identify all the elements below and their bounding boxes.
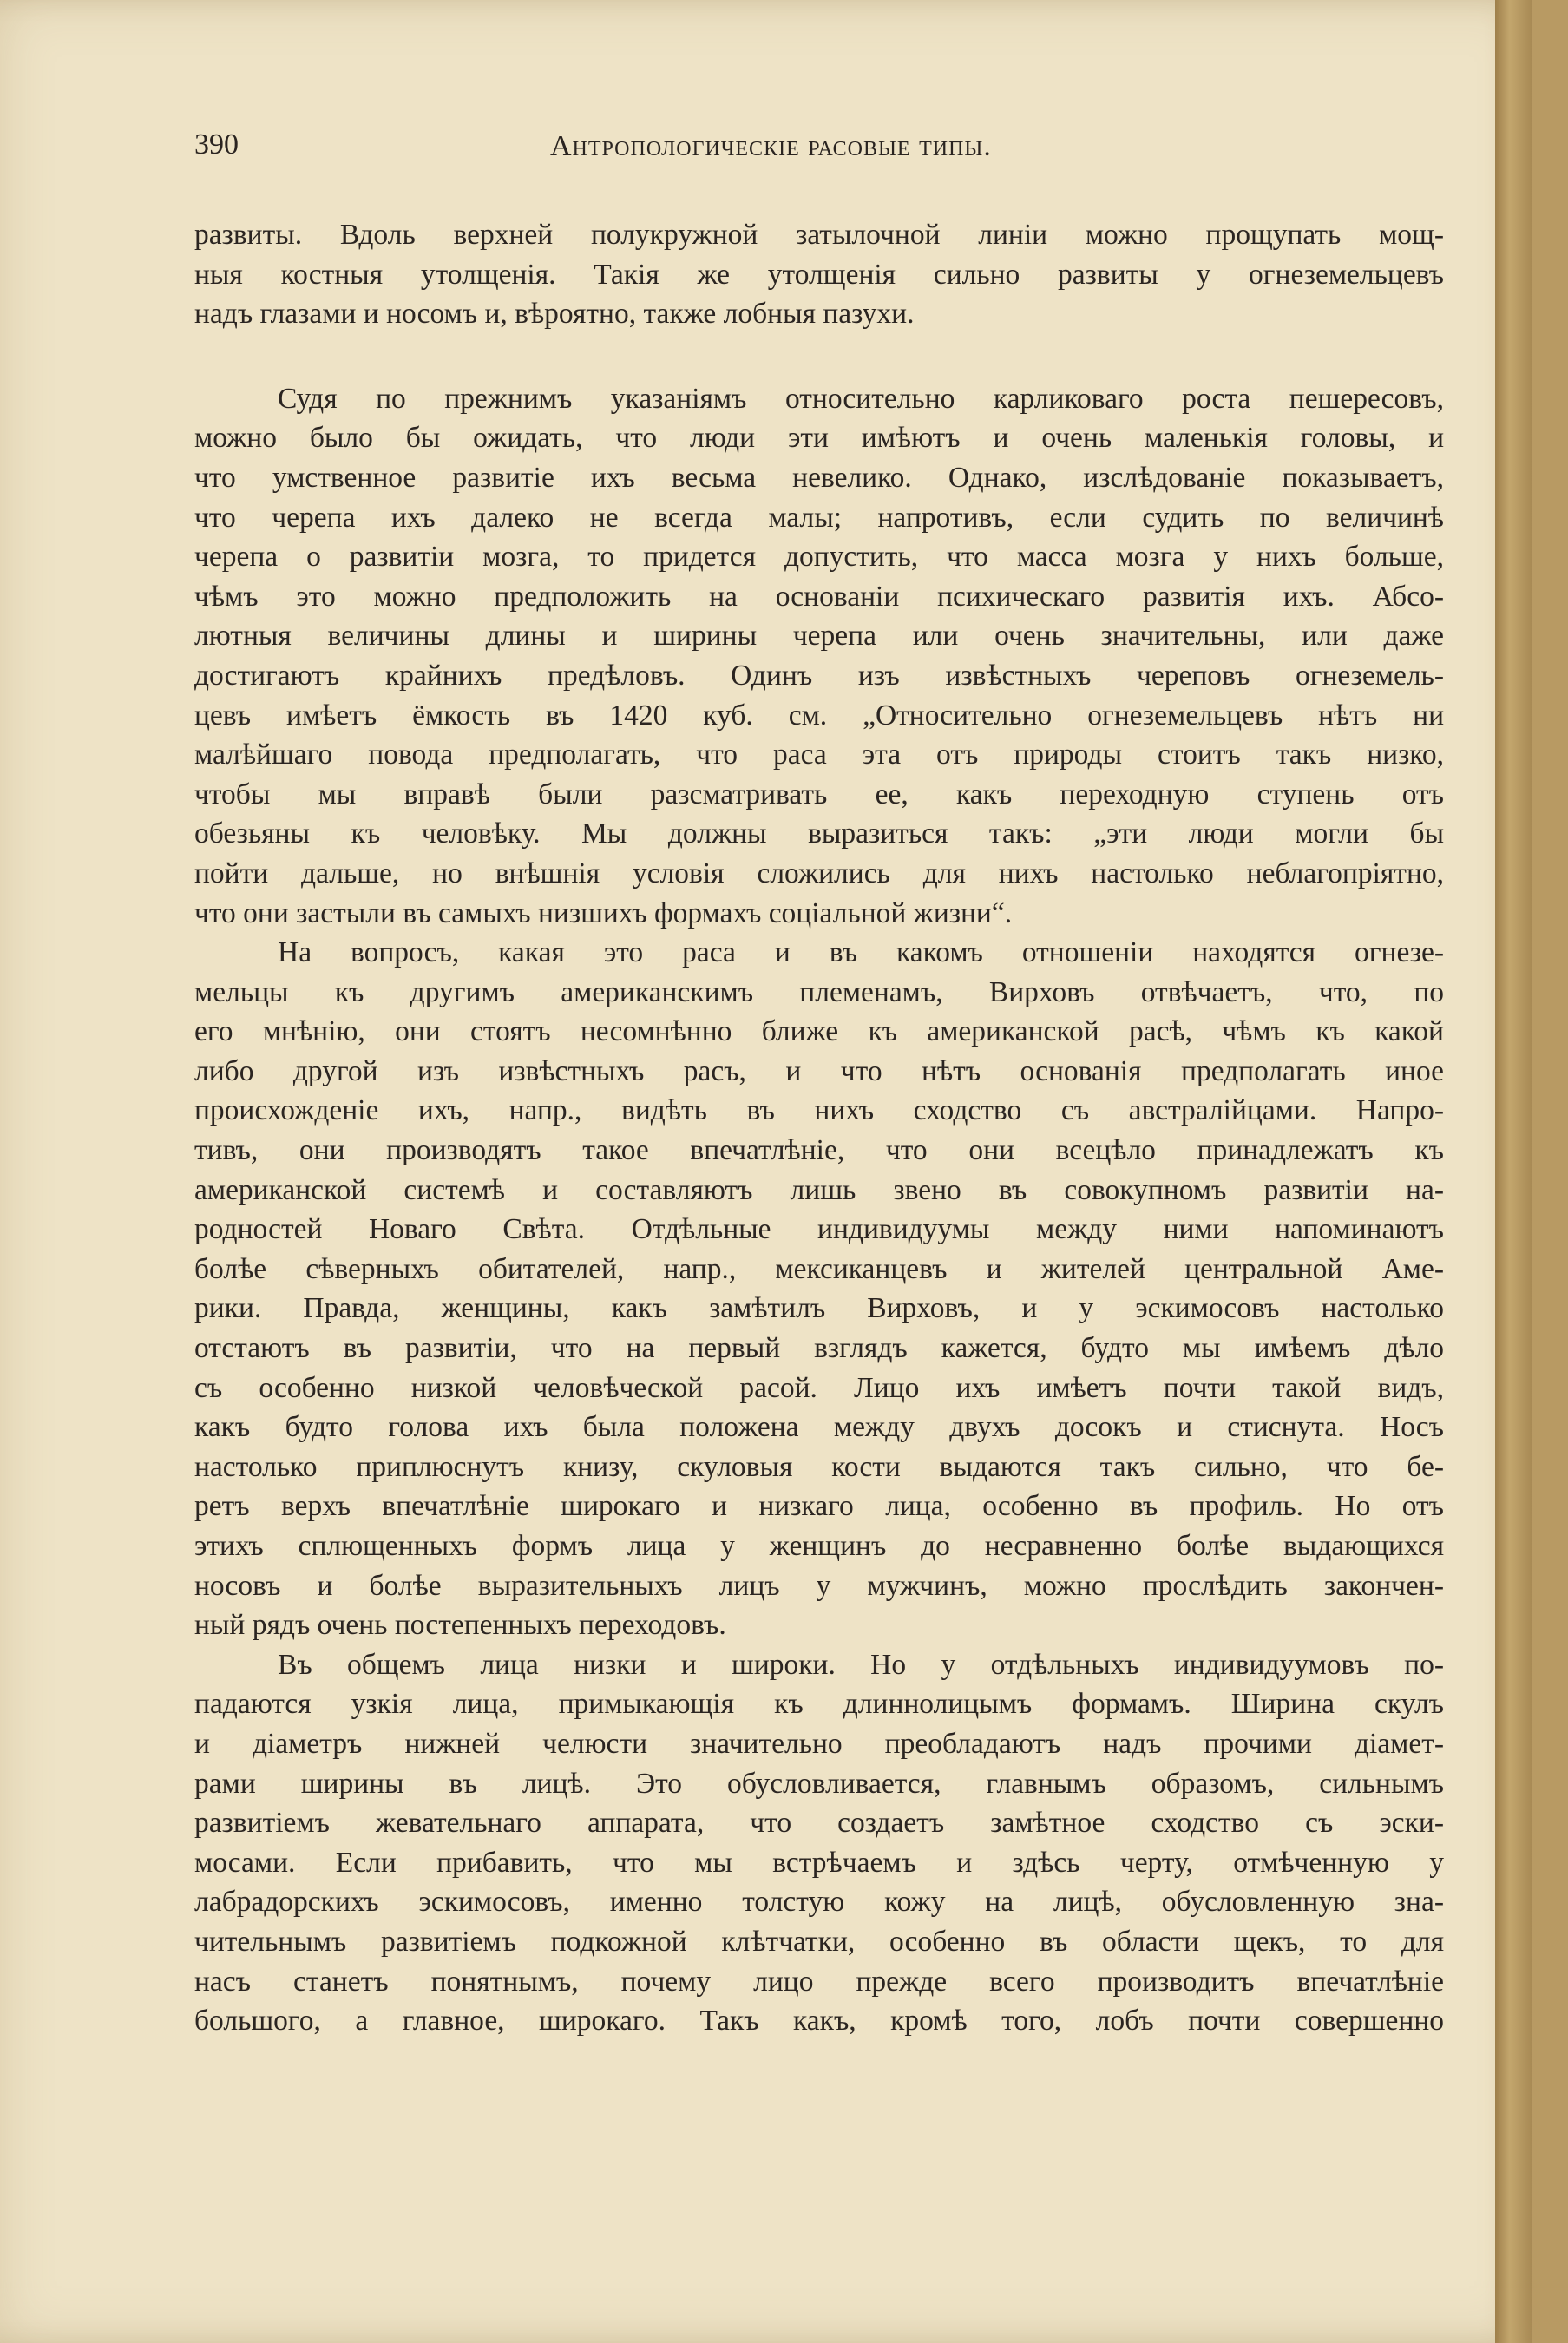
text-line: что они застыли въ самыхъ низшихъ формахъ соціальной жизни“. <box>194 896 1013 929</box>
text-line: насъ станетъ понятнымъ, почему лицо прежде всего производитъ впечатлѣніе <box>194 1965 1444 1998</box>
text-line: Судя по прежнимъ указаніямъ относительно карликоваго роста пешересовъ, <box>278 382 1444 415</box>
text-line: американской системѣ и составляютъ лишь звено въ совокупномъ развитіи на- <box>194 1173 1444 1206</box>
text-line: настолько приплюснутъ книзу, скуловыя кости выдаются такъ сильно, что бе- <box>194 1450 1444 1483</box>
text-line: падаются узкія лица, примыкающія къ длиннолицымъ формамъ. Ширина скулъ <box>194 1688 1444 1721</box>
text-line: тивъ, они производятъ такое впечатлѣніе, что они всецѣло принадлежатъ къ <box>194 1134 1444 1167</box>
paragraph-gap <box>194 334 1444 379</box>
running-header <box>194 128 1453 172</box>
text-line: цевъ имѣетъ ёмкость въ 1420 куб. см. „Относительно огнеземельцевъ нѣтъ ни <box>194 699 1444 732</box>
text-line: можно было бы ожидать, что люди эти имѣютъ и очень маленькія головы, и <box>194 422 1444 455</box>
text-line: рики. Правда, женщины, какъ замѣтилъ Вирховъ, и у эскимосовъ настолько <box>194 1292 1444 1325</box>
text-line: развитіемъ жевательнаго аппарата, что создаетъ замѣтное сходство съ эски- <box>194 1807 1444 1840</box>
text-line: лютныя величины длины и ширины черепа или очень значительны, или даже <box>194 620 1444 653</box>
text-line: ный рядъ очень постепенныхъ переходовъ. <box>194 1609 726 1642</box>
running-title: Антропологическіе расовые типы. <box>550 130 992 162</box>
text-line: пойти дальше, но внѣшнія условія сложились для нихъ настолько неблагопріятно, <box>194 856 1444 889</box>
paragraph <box>194 215 1444 334</box>
text-line: черепа о развитіи мозга, то придется допустить, что масса мозга у нихъ больше, <box>194 541 1444 574</box>
text-line: большого, а главное, широкаго. Такъ какъ, кромѣ того, лобъ почти совершенно <box>194 2005 1444 2038</box>
text-line: что умственное развитіе ихъ весьма невелико. Однако, изслѣдованіе показываетъ, <box>194 461 1444 494</box>
text-line: мельцы къ другимъ американскимъ племенамъ, Вирховъ отвѣчаетъ, что, по <box>194 975 1444 1008</box>
page-number: 390 <box>194 128 239 161</box>
text-line: рами ширины въ лицѣ. Это обусловливается, главнымъ образомъ, сильнымъ <box>194 1767 1444 1800</box>
text-line: чтобы мы вправѣ были разсматривать ее, какъ переходную ступень отъ <box>194 778 1444 811</box>
text-line: ретъ верхъ впечатлѣніе широкаго и низкаго лица, особенно въ профиль. Но отъ <box>194 1490 1444 1523</box>
text-line: Въ общемъ лица низки и широки. Но у отдѣльныхъ индивидуумовъ по- <box>278 1648 1444 1681</box>
text-line: достигаютъ крайнихъ предѣловъ. Одинъ изъ извѣстныхъ череповъ огнеземель- <box>194 659 1444 692</box>
text-line: съ особенно низкой человѣческой расой. Лицо ихъ имѣетъ почти такой видъ, <box>194 1371 1444 1404</box>
text-line: На вопросъ, какая это раса и въ какомъ отношеніи находятся огнезе- <box>278 936 1444 969</box>
text-line: чѣмъ это можно предположить на основаніи психическаго развитія ихъ. Абсо- <box>194 580 1444 613</box>
body-text <box>194 215 1444 2041</box>
paragraph <box>194 379 1444 933</box>
text-line: его мнѣнію, они стоятъ несомнѣнно ближе къ американской расѣ, чѣмъ къ какой <box>194 1015 1444 1048</box>
text-line: мосами. Если прибавить, что мы встрѣчаемъ и здѣсь черту, отмѣченную у <box>194 1846 1444 1879</box>
text-line: родностей Новаго Свѣта. Отдѣльные индивидуумы между ними напоминаютъ <box>194 1213 1444 1246</box>
text-line: ныя костныя утолщенія. Такія же утолщенія сильно развиты у огнеземельцевъ <box>194 258 1444 291</box>
text-line: и діаметръ нижней челюсти значительно преобладаютъ надъ прочими діамет- <box>194 1727 1444 1760</box>
text-line: либо другой изъ извѣстныхъ расъ, и что нѣтъ основанія предполагать иное <box>194 1054 1444 1087</box>
paragraph <box>194 933 1444 1645</box>
text-line: носовъ и болѣе выразительныхъ лицъ у мужчинъ, можно прослѣдить закончен- <box>194 1569 1444 1602</box>
text-line: этихъ сплющенныхъ формъ лица у женщинъ до несравненно болѣе выдающихся <box>194 1530 1444 1562</box>
text-line: обезьяны къ человѣку. Мы должны выразиться такъ: „эти люди могли бы <box>194 817 1444 850</box>
text-line: лабрадорскихъ эскимосовъ, именно толстую кожу на лицѣ, обусловленную зна- <box>194 1886 1444 1919</box>
text-line: болѣе сѣверныхъ обитателей, напр., мексиканцевъ и жителей центральной Аме- <box>194 1252 1444 1285</box>
text-line: происхожденіе ихъ, напр., видѣть въ нихъ сходство съ австралійцами. Напро- <box>194 1094 1444 1127</box>
text-line: надъ глазами и носомъ и, вѣроятно, также лобныя пазухи. <box>194 298 915 331</box>
text-line: чительнымъ развитіемъ подкожной клѣтчатки, особенно въ области щекъ, то для <box>194 1925 1444 1958</box>
paragraph <box>194 1645 1444 2041</box>
text-line: что черепа ихъ далеко не всегда малы; напротивъ, если судить по величинѣ <box>194 501 1444 534</box>
text-line: малѣйшаго повода предполагать, что раса эта отъ природы стоитъ такъ низко, <box>194 738 1444 771</box>
text-line: какъ будто голова ихъ была положена между двухъ досокъ и стиснута. Носъ <box>194 1411 1444 1444</box>
text-line: развиты. Вдоль верхней полукружной затылочной линіи можно прощупать мощ- <box>194 219 1444 251</box>
page-edge <box>1495 0 1532 2343</box>
text-line: отстаютъ въ развитіи, что на первый взглядъ кажется, будто мы имѣемъ дѣло <box>194 1332 1444 1365</box>
